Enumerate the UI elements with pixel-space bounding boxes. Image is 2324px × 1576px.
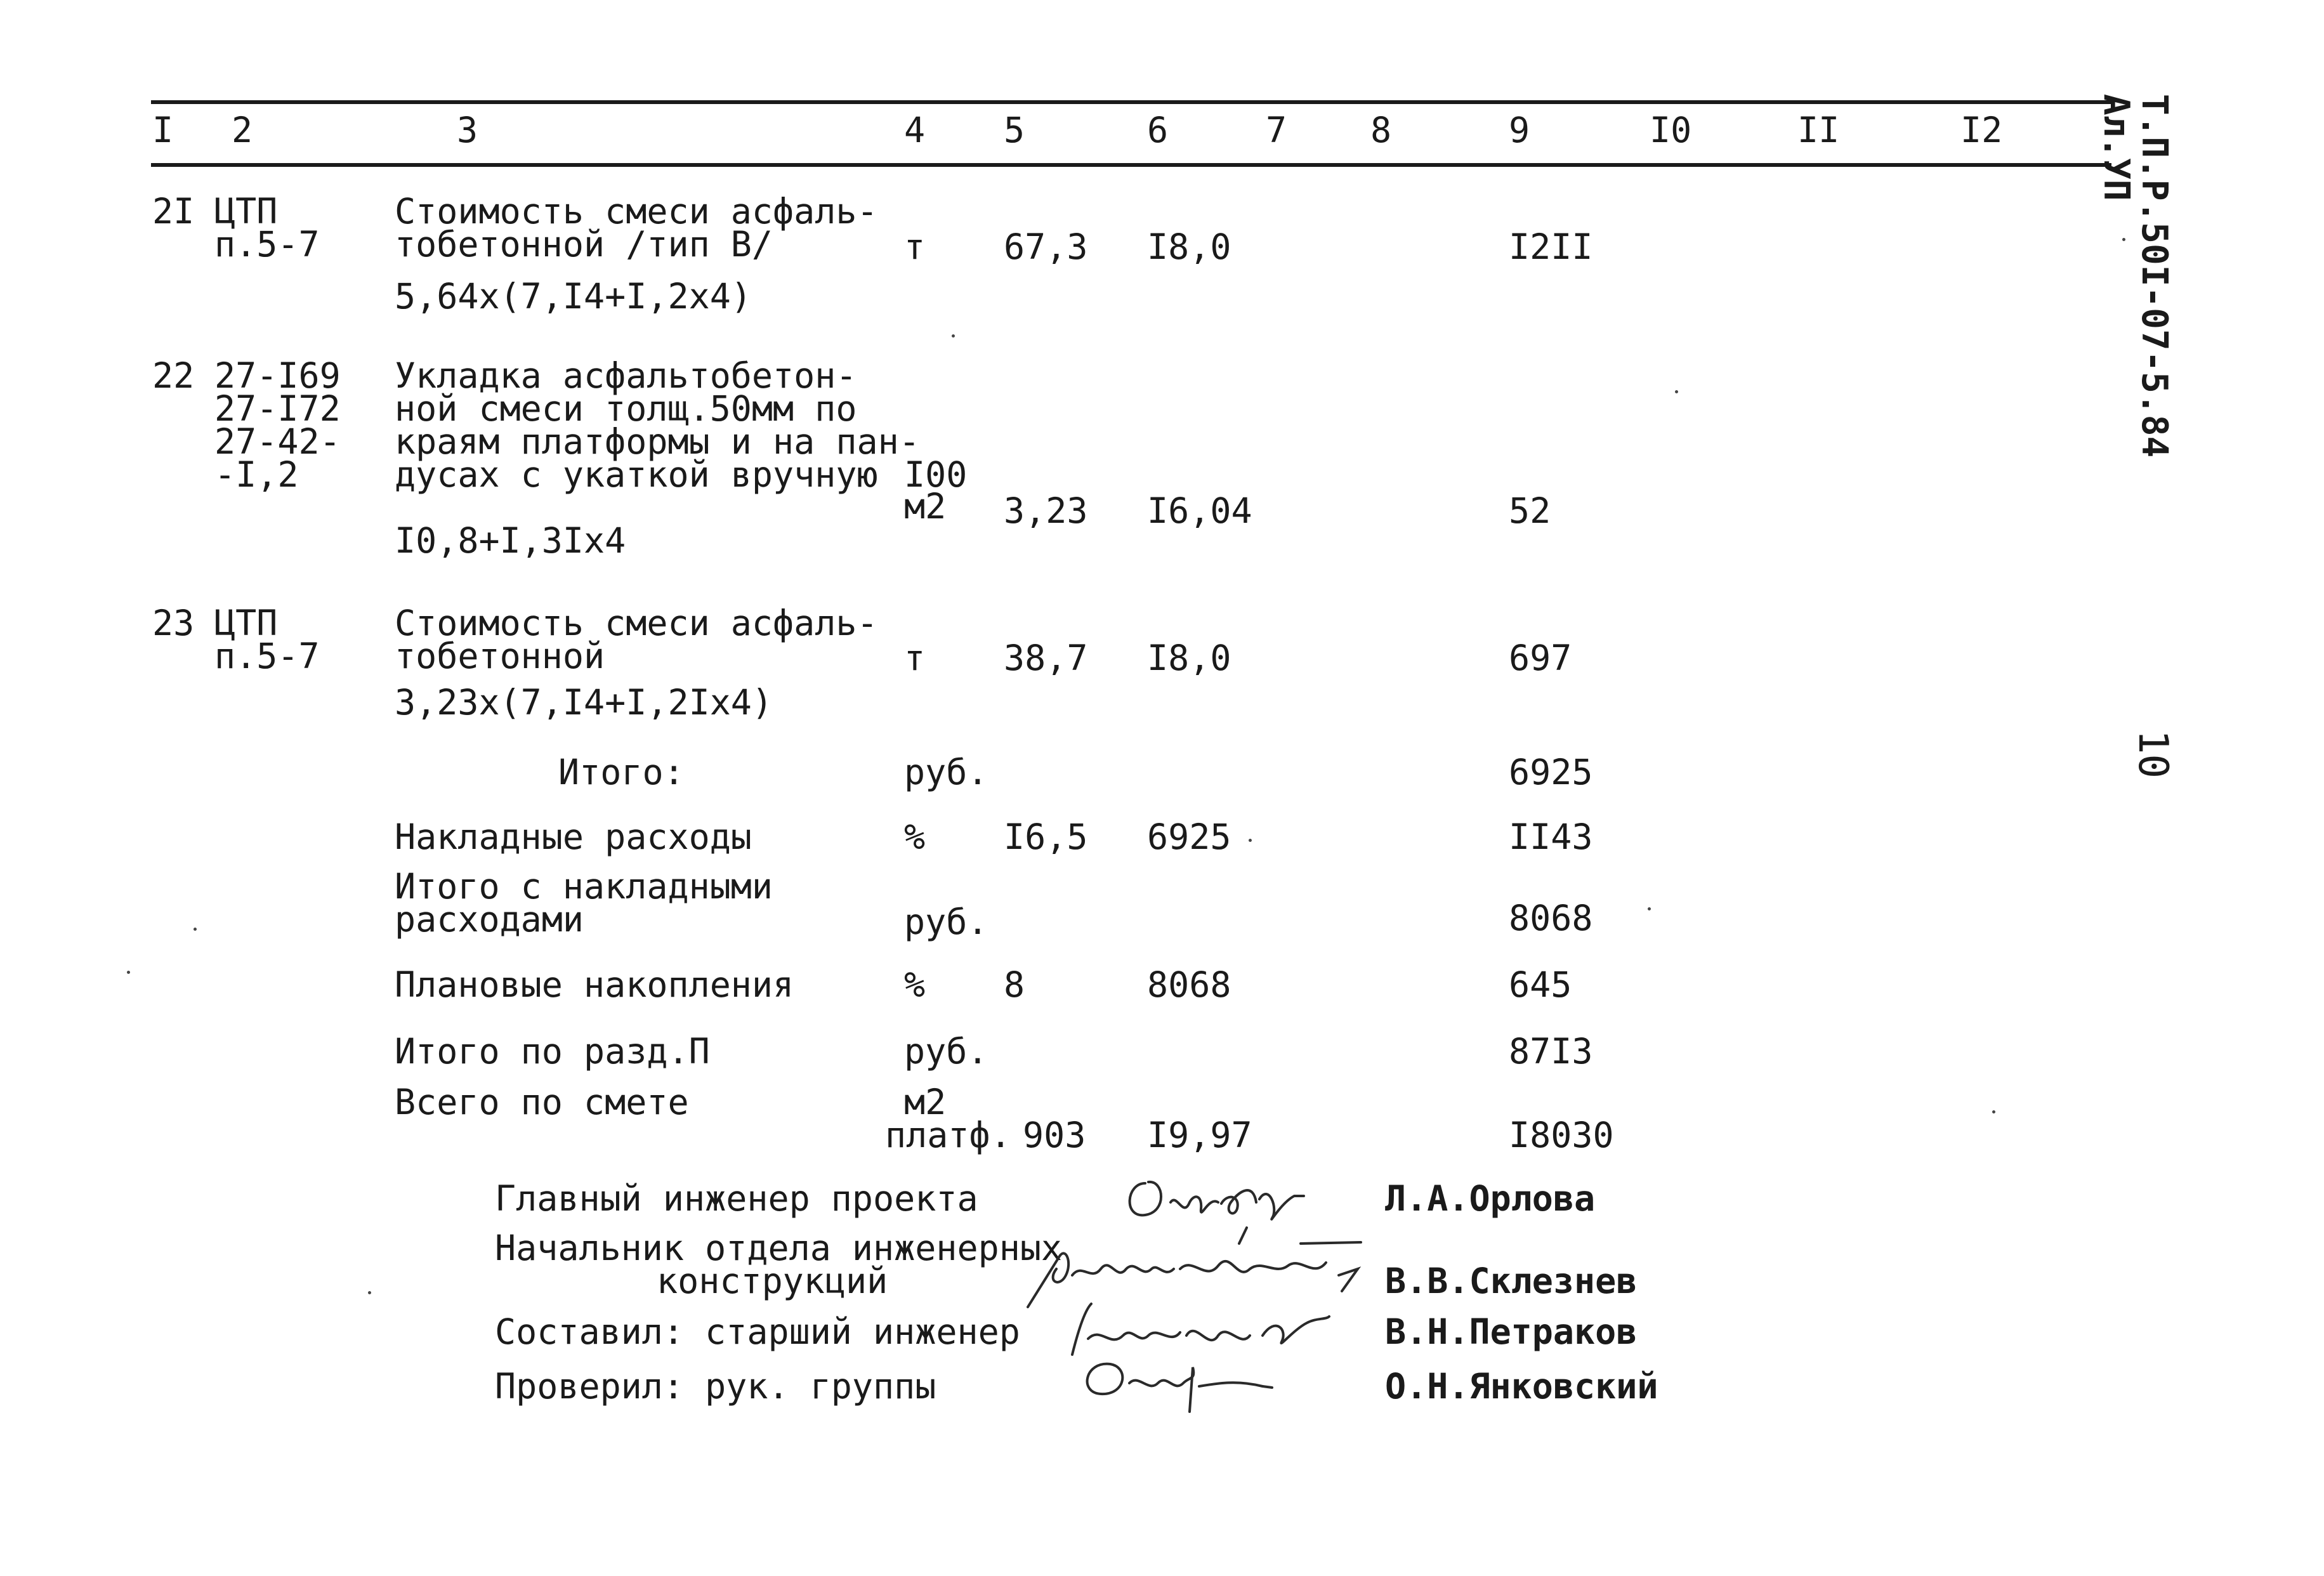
row-number: 23 [152,603,195,643]
summary-total: II43 [1509,817,1593,857]
quantity-calculation: 3,23х(7,I4+I,2Iх4) [395,682,773,723]
work-description: тобетонной /тип В/ [395,224,773,265]
document-code: Т.П.Р.50I-07-5.84 [2134,94,2175,458]
signer-role: Начальник отдела инженерных [495,1228,1063,1268]
signer-role: конструкций [657,1261,888,1301]
norm-code: ЦТП [214,191,278,232]
summary-quantity: I6,5 [1004,817,1088,857]
unit: т [904,227,926,267]
signer-name: В.Н.Петраков [1385,1311,1638,1352]
work-description: Укладка асфальтобетон- [395,355,857,396]
norm-code: 27-I69 [214,355,341,396]
col-header-7: 7 [1266,110,1287,150]
quantity: 67,3 [1004,227,1088,267]
signer-role: Проверил: рук. группы [495,1366,936,1407]
total-cost: I2II [1509,227,1593,267]
norm-code: 27-42- [214,421,341,462]
summary-unit: % [904,817,926,857]
col-header-8: 8 [1370,110,1392,150]
unit-price: I8,0 [1147,227,1231,267]
norm-code: ЦТП [214,603,278,643]
summary-total: 87I3 [1509,1031,1593,1072]
norm-code: -I,2 [214,454,299,495]
album-number: Ал.УП [2096,94,2137,201]
unit: т [904,638,926,678]
col-header-4: 4 [904,110,926,150]
col-header-9: 9 [1509,110,1530,150]
quantity-calculation: 5,64х(7,I4+I,2х4) [395,276,752,317]
work-description: тобетонной [395,636,605,676]
signer-name: Л.А.Орлова [1385,1178,1596,1219]
signer-role: Составил: старший инженер [495,1311,1020,1352]
summary-label: Всего по смете [395,1082,689,1122]
work-description: ной смеси толщ.50мм по [395,388,857,429]
col-header-12: I2 [1960,110,2003,150]
summary-unit: руб. [904,752,988,792]
handwritten-signature [1072,1348,1301,1418]
summary-quantity: 8 [1004,964,1025,1005]
header-bottom-rule [151,163,2111,167]
summary-total: I8030 [1509,1115,1614,1155]
col-header-5: 5 [1004,110,1025,150]
work-description: Стоимость смеси асфаль- [395,603,878,643]
header-top-rule [151,100,2111,104]
col-header-6: 6 [1147,110,1169,150]
summary-unit: руб. [904,1031,988,1072]
signer-role: Главный инженер проекта [495,1178,978,1219]
summary-total: 6925 [1509,752,1593,792]
summary-label: расходами [395,899,584,940]
summary-label: Итого по разд.П [395,1031,710,1072]
norm-code: 27-I72 [214,388,341,429]
total-cost: 697 [1509,638,1572,678]
col-header-10: I0 [1650,110,1692,150]
row-number: 22 [152,355,195,396]
unit-price: I6,04 [1147,490,1252,531]
summary-unit: руб. [904,902,988,942]
summary-label: Итого с накладными [395,866,773,907]
summary-unit: м2 [904,1082,947,1122]
row-number: 2I [152,191,195,232]
quantity: 3,23 [1004,490,1088,531]
summary-total: 645 [1509,964,1572,1005]
summary-total: 8068 [1509,898,1593,938]
signer-name: В.В.Склезнев [1385,1261,1638,1301]
col-header-2: 2 [232,110,253,150]
summary-base: 6925 [1147,817,1231,857]
total-cost: 52 [1509,490,1551,531]
norm-code: п.5-7 [214,224,320,265]
work-description: дусах с укаткой вручную [395,454,878,495]
summary-base: I9,97 [1147,1115,1252,1155]
col-header-11: II [1797,110,1840,150]
signer-name: О.Н.Янковский [1385,1366,1658,1407]
col-header-3: 3 [457,110,478,150]
work-description: Стоимость смеси асфаль- [395,191,878,232]
unit: I00 [904,454,968,495]
summary-label: Плановые накопления [395,964,794,1005]
summary-unit: % [904,964,926,1005]
summary-label: Накладные расходы [395,817,752,857]
summary-label: Итого: [558,752,685,792]
work-description: краям платформы и на пан- [395,421,920,462]
quantity: 38,7 [1004,638,1088,678]
unit: м2 [904,486,947,527]
unit-price: I8,0 [1147,638,1231,678]
page-number: 10 [2129,730,2176,779]
col-header-1: I [152,110,174,150]
summary-unit: платф. [885,1115,1011,1155]
quantity-calculation: I0,8+I,3Iх4 [395,520,626,561]
summary-base: 8068 [1147,964,1231,1005]
norm-code: п.5-7 [214,636,320,676]
summary-quantity: 903 [1023,1115,1086,1155]
side-document-code [2097,94,2173,457]
